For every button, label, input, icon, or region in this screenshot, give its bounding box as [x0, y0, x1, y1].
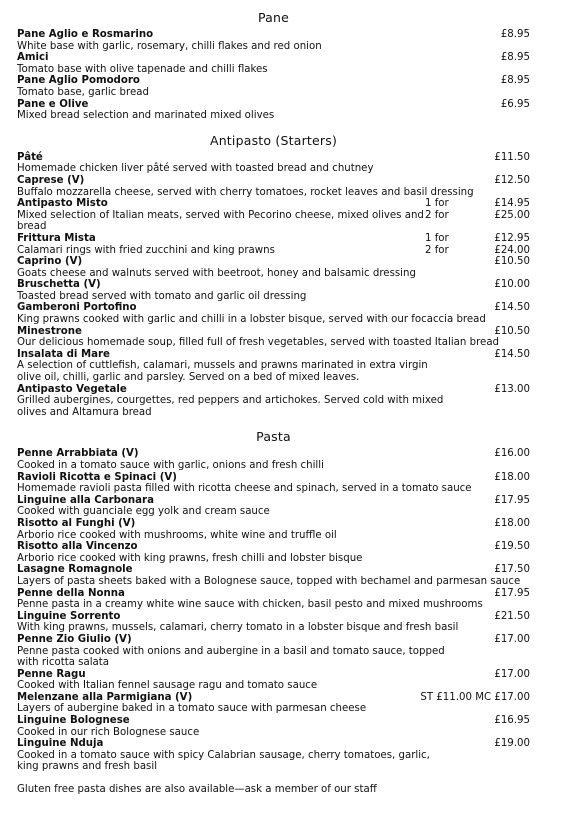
item-description: Mixed bread selection and marinated mixed olives	[17, 110, 275, 122]
item-price: £8.95	[500, 75, 530, 87]
menu-item	[17, 233, 530, 256]
item-description: White base with garlic, rosemary, chilli flakes and red onion	[17, 40, 322, 52]
item-description: Layers of aubergine baked in a tomato sauce with parmesan cheese	[17, 703, 367, 715]
item-price: £16.00	[494, 448, 530, 460]
menu-item	[17, 715, 530, 738]
menu-item	[17, 692, 530, 715]
menu-item	[17, 152, 530, 175]
item-description: Penne pasta in a creamy white wine sauce with chicken, basil pesto and mixed mushrooms	[17, 599, 483, 611]
item-name: Antipasto Misto	[17, 198, 108, 210]
item-name: Penne Zio Giulio (V)	[17, 633, 132, 645]
item-name: Minestrone	[17, 325, 82, 337]
item-name: Penne Ragu	[17, 668, 86, 680]
menu-item	[17, 541, 530, 564]
item-price: £19.00	[494, 738, 530, 750]
item-description: King prawns cooked with garlic and chilli in a lobster bisque, served with our focaccia bread	[17, 314, 486, 326]
menu-item	[17, 564, 530, 587]
menu-item	[17, 384, 530, 419]
item-description: Calamari rings with fried zucchini and king prawns	[17, 244, 275, 256]
item-name: Frittura Mista	[17, 232, 96, 244]
item-name: Pane Aglio Pomodoro	[17, 75, 140, 87]
item-description: Goats cheese and walnuts served with beetroot, honey and balsamic dressing	[17, 267, 416, 279]
option-quantity: 1 for	[425, 232, 449, 244]
item-price: £17.95	[494, 494, 530, 506]
item-price: £8.95	[500, 52, 530, 64]
menu-item	[17, 75, 530, 98]
section-title: Pasta	[256, 429, 291, 445]
item-price-options	[425, 233, 530, 256]
price-option	[425, 245, 530, 257]
menu-sections	[17, 10, 530, 773]
option-price: £24.00	[494, 244, 530, 256]
section-title: Antipasto (Starters)	[209, 132, 338, 148]
menu-item	[17, 611, 530, 634]
item-description: Our delicious homemade soup, filled full of fresh vegetables, served with toasted Italian bread	[17, 337, 500, 349]
item-name: Linguine Sorrento	[17, 610, 121, 622]
item-description: Homemade chicken liver pâté served with toasted bread and chutney	[17, 163, 374, 175]
item-price: £8.95	[500, 29, 530, 40]
item-name: Linguine Nduja	[17, 738, 104, 750]
item-description: Buffalo mozzarella cheese, served with cherry tomatoes, rocket leaves and basil dressing	[17, 186, 474, 198]
menu-item	[17, 302, 530, 325]
menu-section	[17, 10, 530, 122]
item-name: Linguine alla Carbonara	[17, 494, 154, 506]
menu-section	[17, 133, 530, 419]
item-description: A selection of cuttlefish, calamari, mussels and prawns marinated in extra virgin olive oil, chilli, garlic and parsley. Served on a bed of mixed leaves.	[17, 360, 428, 384]
item-description: Tomato base with olive tapenade and chilli flakes	[17, 63, 268, 75]
item-price: £17.00	[494, 633, 530, 645]
item-price: £14.50	[494, 348, 530, 360]
item-description: Cooked in our rich Bolognese sauce	[17, 726, 200, 738]
item-name: Risotto al Funghi (V)	[17, 517, 136, 529]
item-price: £10.50	[494, 256, 530, 268]
price-option	[425, 198, 530, 210]
menu-item	[17, 349, 530, 384]
item-description: Arborio rice cooked with king prawns, fresh chilli and lobster bisque	[17, 552, 363, 564]
item-price: £18.00	[494, 517, 530, 529]
item-price: £14.50	[494, 302, 530, 314]
item-price: £12.50	[494, 174, 530, 186]
item-name: Antipasto Vegetale	[17, 383, 127, 395]
menu-item	[17, 256, 530, 279]
menu-item	[17, 669, 530, 692]
menu-item	[17, 738, 530, 773]
item-price: £10.00	[494, 279, 530, 291]
item-description: Layers of pasta sheets baked with a Bolognese sauce, topped with bechamel and parmesan sauce	[17, 575, 521, 587]
menu-item	[17, 448, 530, 471]
menu-page	[17, 10, 530, 796]
item-name: Gamberoni Portofino	[17, 302, 137, 314]
item-description: Cooked in a tomato sauce with garlic, onions and fresh chilli	[17, 460, 324, 471]
item-description: Homemade ravioli pasta filled with ricotta cheese and spinach, served in a tomato sauce	[17, 483, 472, 495]
item-name: Caprino (V)	[17, 256, 83, 268]
item-price: £10.50	[494, 325, 530, 337]
option-price: £25.00	[494, 209, 530, 221]
item-name: Penne Arrabbiata (V)	[17, 448, 139, 460]
option-quantity: 2 for	[425, 209, 449, 221]
item-name: Pane e Olive	[17, 98, 89, 110]
item-name: Melenzane alla Parmigiana (V)	[17, 691, 193, 703]
item-name: Caprese (V)	[17, 174, 85, 186]
option-quantity: 2 for	[425, 244, 449, 256]
item-price: £17.00	[494, 668, 530, 680]
item-price: £13.00	[494, 383, 530, 395]
menu-item	[17, 634, 530, 669]
item-name: Amici	[17, 52, 49, 64]
price-option	[425, 210, 530, 222]
item-price: £17.50	[494, 564, 530, 576]
menu-item	[17, 175, 530, 198]
item-price: £18.00	[494, 471, 530, 483]
menu-item	[17, 29, 530, 52]
menu-item	[17, 326, 530, 349]
item-name: Risotto alla Vincenzo	[17, 541, 138, 553]
item-price: £19.50	[494, 541, 530, 553]
item-description: Penne pasta cooked with onions and aubergine in a basil and tomato sauce, topped with ricotta salata	[17, 645, 445, 669]
menu-item	[17, 495, 530, 518]
item-name: Insalata di Mare	[17, 348, 110, 360]
item-description: With king prawns, mussels, calamari, cherry tomato in a lobster bisque and fresh basil	[17, 622, 459, 634]
item-price: £17.95	[494, 587, 530, 599]
option-price: £14.95	[494, 198, 530, 210]
menu-item	[17, 588, 530, 611]
item-price: £21.50	[494, 610, 530, 622]
menu-item	[17, 279, 530, 302]
price-option	[425, 233, 530, 245]
item-description: Arborio rice cooked with mushrooms, white wine and truffle oil	[17, 529, 337, 541]
item-price: £6.95	[500, 98, 530, 110]
item-description: Mixed selection of Italian meats, served with Pecorino cheese, mixed olives and bread	[17, 209, 424, 233]
item-description: Toasted bread served with tomato and garlic oil dressing	[17, 290, 307, 302]
menu-item	[17, 198, 530, 233]
item-description: Cooked with guanciale egg yolk and cream sauce	[17, 506, 270, 518]
menu-item	[17, 472, 530, 495]
item-price: £11.50	[494, 151, 530, 163]
menu-item	[17, 52, 530, 75]
item-name: Penne della Nonna	[17, 587, 125, 599]
item-name: Linguine Bolognese	[17, 715, 130, 727]
gluten-free-note: Gluten free pasta dishes are also available—ask a member of our staff	[17, 784, 377, 796]
item-price: £16.95	[494, 715, 530, 727]
section-title: Pane	[257, 10, 290, 25]
item-name: Pane Aglio e Rosmarino	[17, 29, 154, 40]
option-quantity: 1 for	[425, 198, 449, 210]
item-description: Tomato base, garlic bread	[17, 86, 149, 98]
item-name: Pâté	[17, 151, 43, 163]
item-description: Grilled aubergines, courgettes, red peppers and artichokes. Served cold with mixed olives and Altamura bread	[17, 395, 444, 418]
item-description: Cooked in a tomato sauce with spicy Calabrian sausage, cherry tomatoes, garlic, king prawns and fresh basil	[17, 749, 430, 773]
item-name: Bruschetta (V)	[17, 279, 101, 291]
menu-item	[17, 99, 530, 122]
menu-item	[17, 518, 530, 541]
item-price-options	[425, 198, 530, 221]
item-price: ST £11.00 MC £17.00	[420, 691, 530, 703]
menu-section	[17, 429, 530, 773]
option-price: £12.95	[494, 232, 530, 244]
item-description: Cooked with Italian fennel sausage ragu and tomato sauce	[17, 680, 318, 692]
item-name: Ravioli Ricotta e Spinaci (V)	[17, 471, 177, 483]
item-name: Lasagne Romagnole	[17, 564, 133, 576]
